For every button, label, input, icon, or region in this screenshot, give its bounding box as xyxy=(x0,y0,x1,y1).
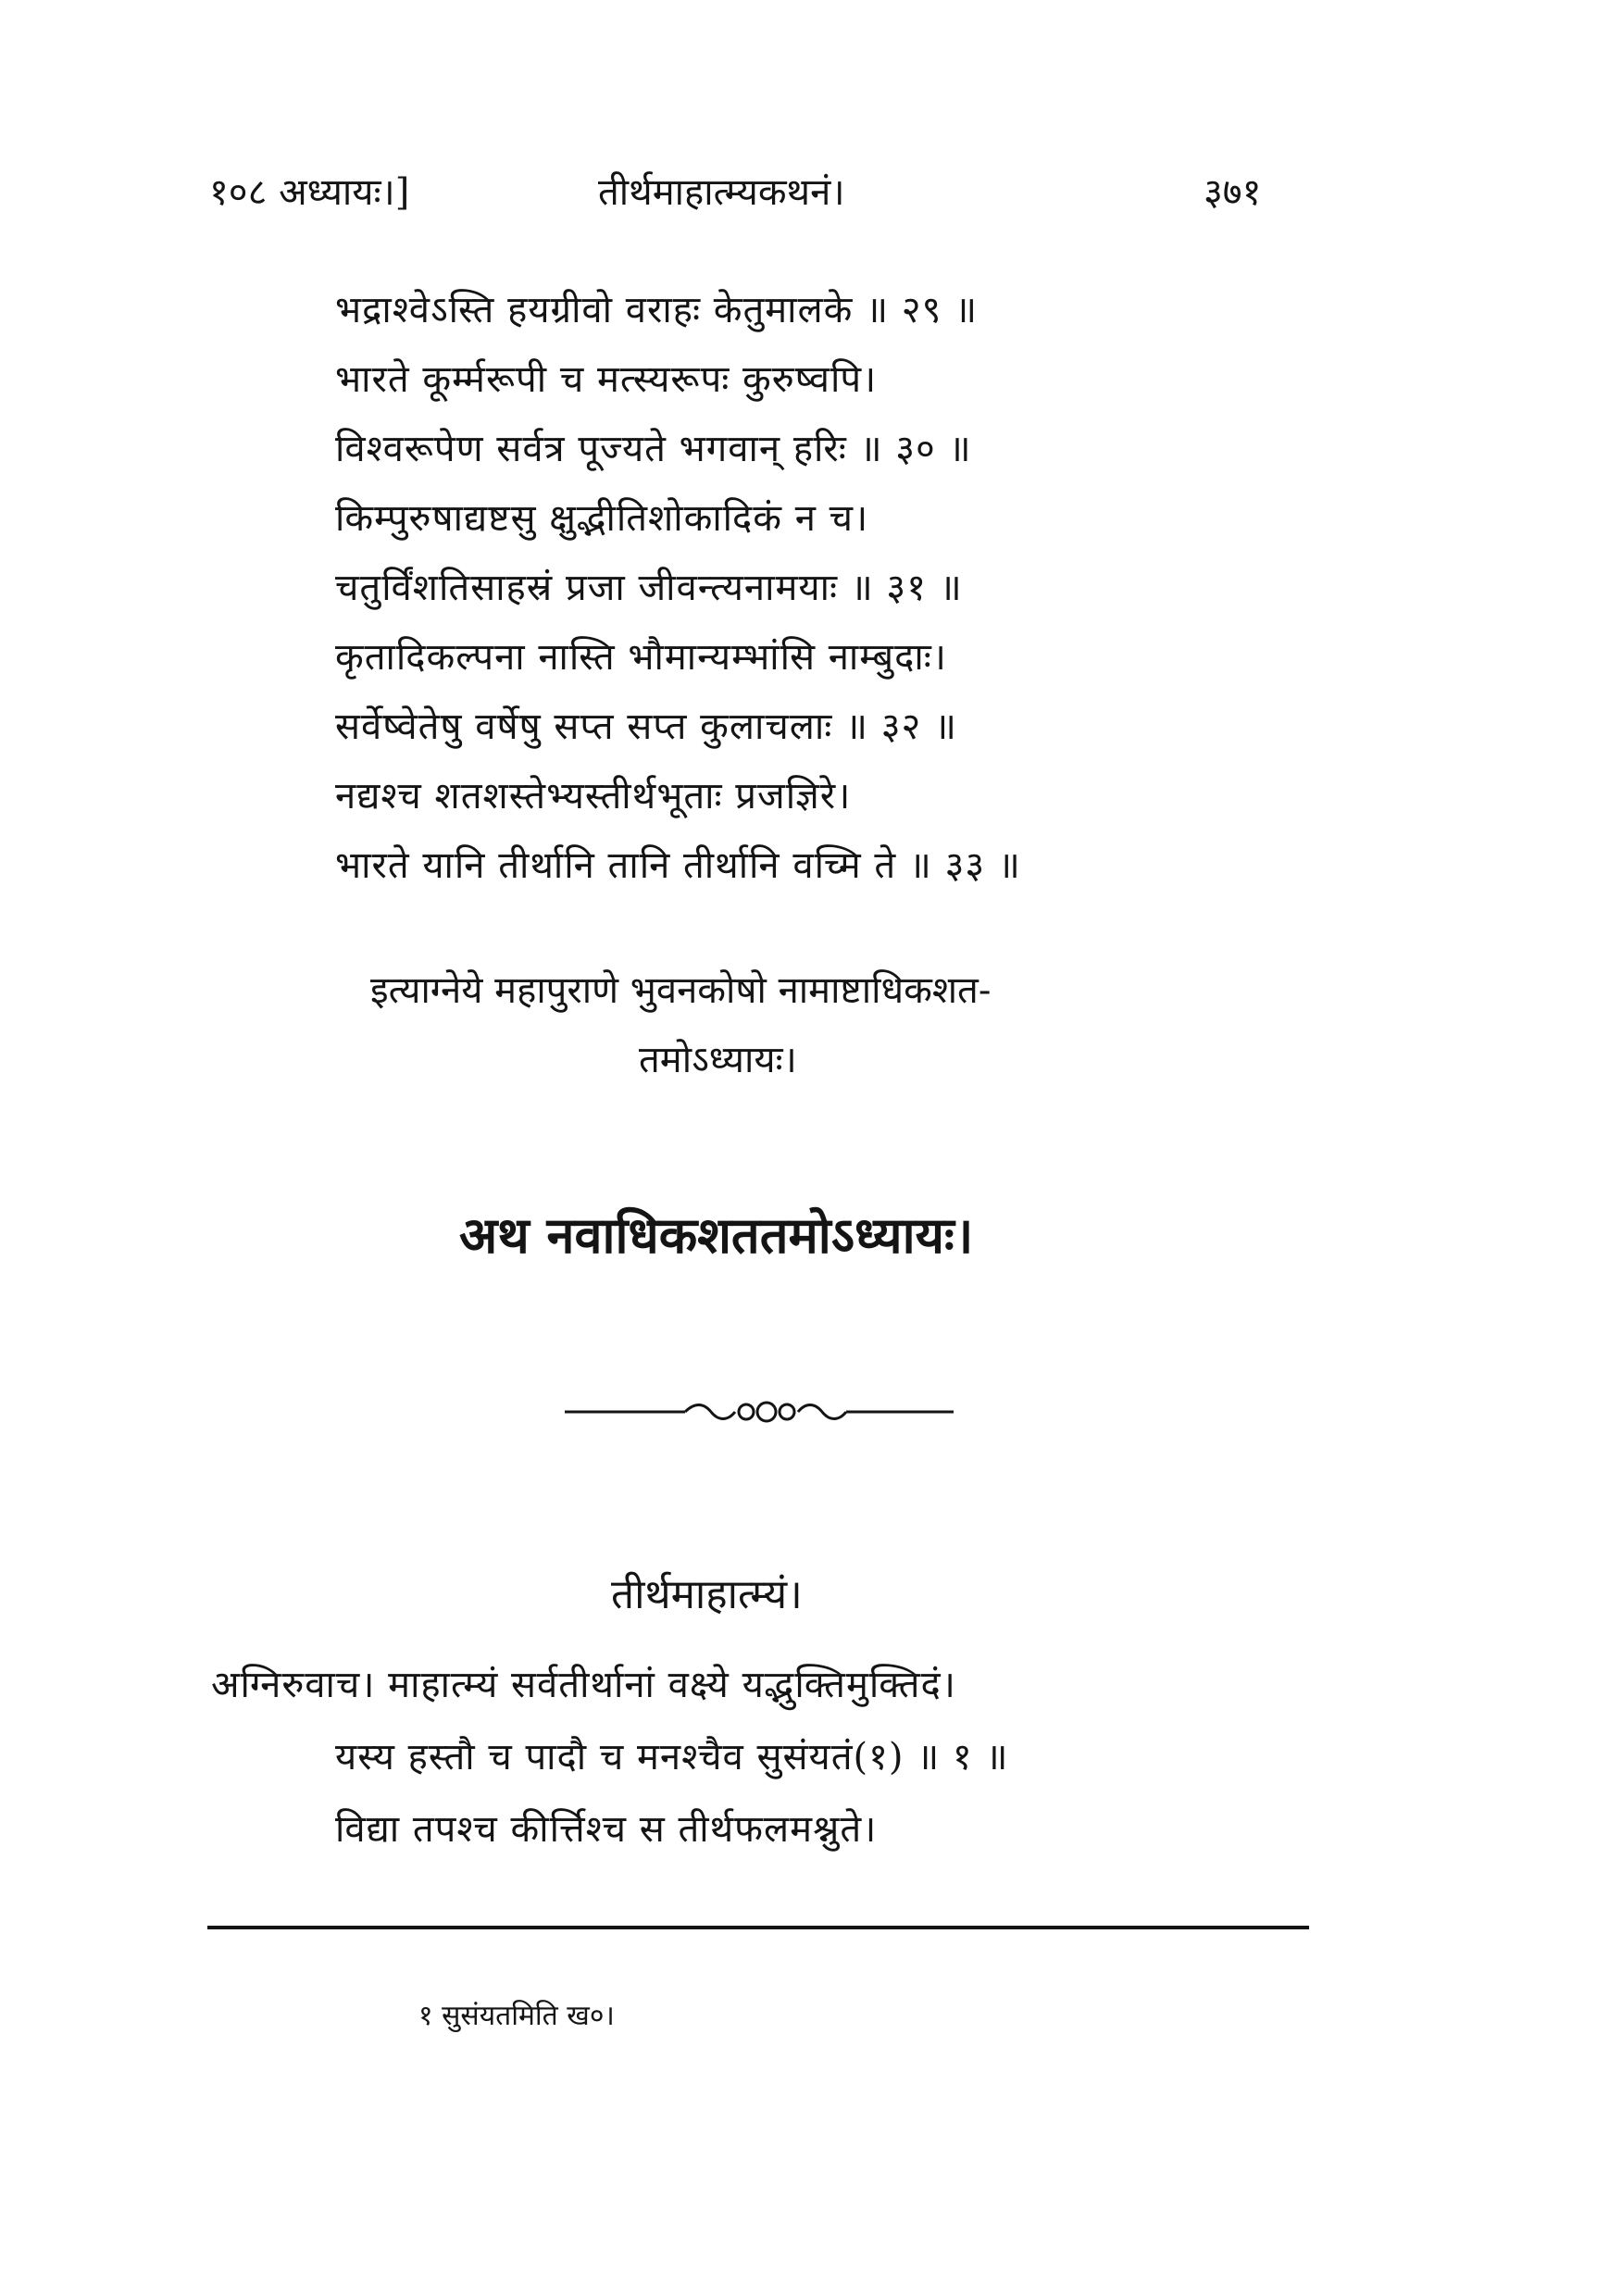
verse-line: कृतादिकल्पना नास्ति भौमान्यम्भांसि नाम्बुदाः। xyxy=(335,636,947,679)
verse-line: यस्य हस्तौ च पादौ च मनश्चैव सुसंयतं(१) ॥ १ ॥ xyxy=(335,1736,1009,1778)
colophon-line-1: इत्याग्नेये महापुराणे भुवनकोषो नामाष्टाधिकशत- xyxy=(370,969,992,1012)
footnote-rule xyxy=(207,1926,1309,1929)
ornament-divider xyxy=(565,1389,954,1435)
running-header-title: तीर्थमाहात्म्यकथनं। xyxy=(598,171,845,214)
verse-line: विद्या तपश्च कीर्त्तिश्च स तीर्थफलमश्नुते। xyxy=(335,1808,878,1851)
chapter-title: अथ नवाधिकशततमोऽध्यायः। xyxy=(459,1205,974,1265)
verse-line: विश्वरूपेण सर्वत्र पूज्यते भगवान् हरिः ॥ ३० ॥ xyxy=(335,428,972,470)
verse-line: सर्वेष्वेतेषु वर्षेषु सप्त सप्त कुलाचलाः ॥ ३२ ॥ xyxy=(335,705,958,748)
verse-line: भारते यानि तीर्थानि तानि तीर्थानि वच्मि ते ॥ ३३ ॥ xyxy=(335,844,1021,887)
verse-line: किम्पुरुषाद्यष्टसु क्षुद्भीतिशोकादिकं न च। xyxy=(335,497,869,540)
verse-line: नद्यश्च शतशस्तेभ्यस्तीर्थभूताः प्रजज्ञिरे। xyxy=(335,775,852,817)
section-title: तीर्थमाहात्म्यं। xyxy=(611,1571,803,1618)
footnote: १ सुसंयतमिति ख०। xyxy=(418,2000,615,2032)
verse-line: चतुर्विंशतिसाहस्रं प्रजा जीवन्त्यनामयाः ॥ ३१ ॥ xyxy=(335,567,963,609)
verse-line: भारते कूर्म्मरूपी च मत्स्यरूपः कुरुष्वपि। xyxy=(335,358,878,401)
colophon-line-2: तमोऽध्यायः। xyxy=(639,1039,797,1081)
speaker-line: अग्निरुवाच। माहात्म्यं सर्वतीर्थानां वक्ष्ये यद्भुक्तिमुक्तिदं। xyxy=(211,1664,956,1706)
verse-line: भद्राश्वेऽस्ति हयग्रीवो वराहः केतुमालके ॥ २९ ॥ xyxy=(335,289,979,331)
running-header-chapter: १०८ अध्यायः।] xyxy=(209,171,410,214)
page-number: ३७१ xyxy=(1204,171,1262,214)
